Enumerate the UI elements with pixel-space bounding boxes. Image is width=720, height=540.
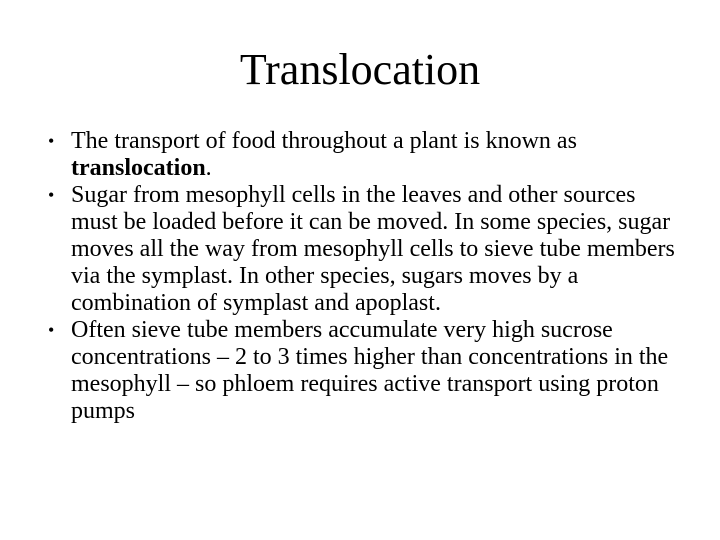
bullet-dot-icon: • bbox=[48, 320, 55, 340]
bullet-text: The transport of food throughout a plant is known as bbox=[71, 128, 577, 154]
bullet-item-translocation-definition bbox=[48, 128, 678, 182]
bold-term: translocation bbox=[71, 155, 206, 181]
bullet-item-sugar-loading bbox=[48, 182, 678, 317]
bullet-text: Sugar from mesophyll cells in the leaves and other sources must be loaded before it can be moved. In some species, sugar moves all the way from mesophyll cells to sieve tube members via the symplast. In other species, sugars moves by a combination of symplast and apoplast. bbox=[71, 182, 675, 316]
bullet-dot-icon: • bbox=[48, 185, 55, 205]
bullet-text: Often sieve tube members accumulate very high sucrose concentrations – 2 to 3 times higher than concentrations in the mesophyll – so phloem requires active transport using proton pumps bbox=[71, 317, 669, 424]
bullet-text-end: . bbox=[205, 155, 212, 181]
bullet-list bbox=[48, 128, 678, 425]
slide-title: Translocation bbox=[239, 45, 481, 94]
bullet-item-sucrose-concentration bbox=[48, 317, 678, 425]
bullet-dot-icon: • bbox=[48, 131, 55, 151]
